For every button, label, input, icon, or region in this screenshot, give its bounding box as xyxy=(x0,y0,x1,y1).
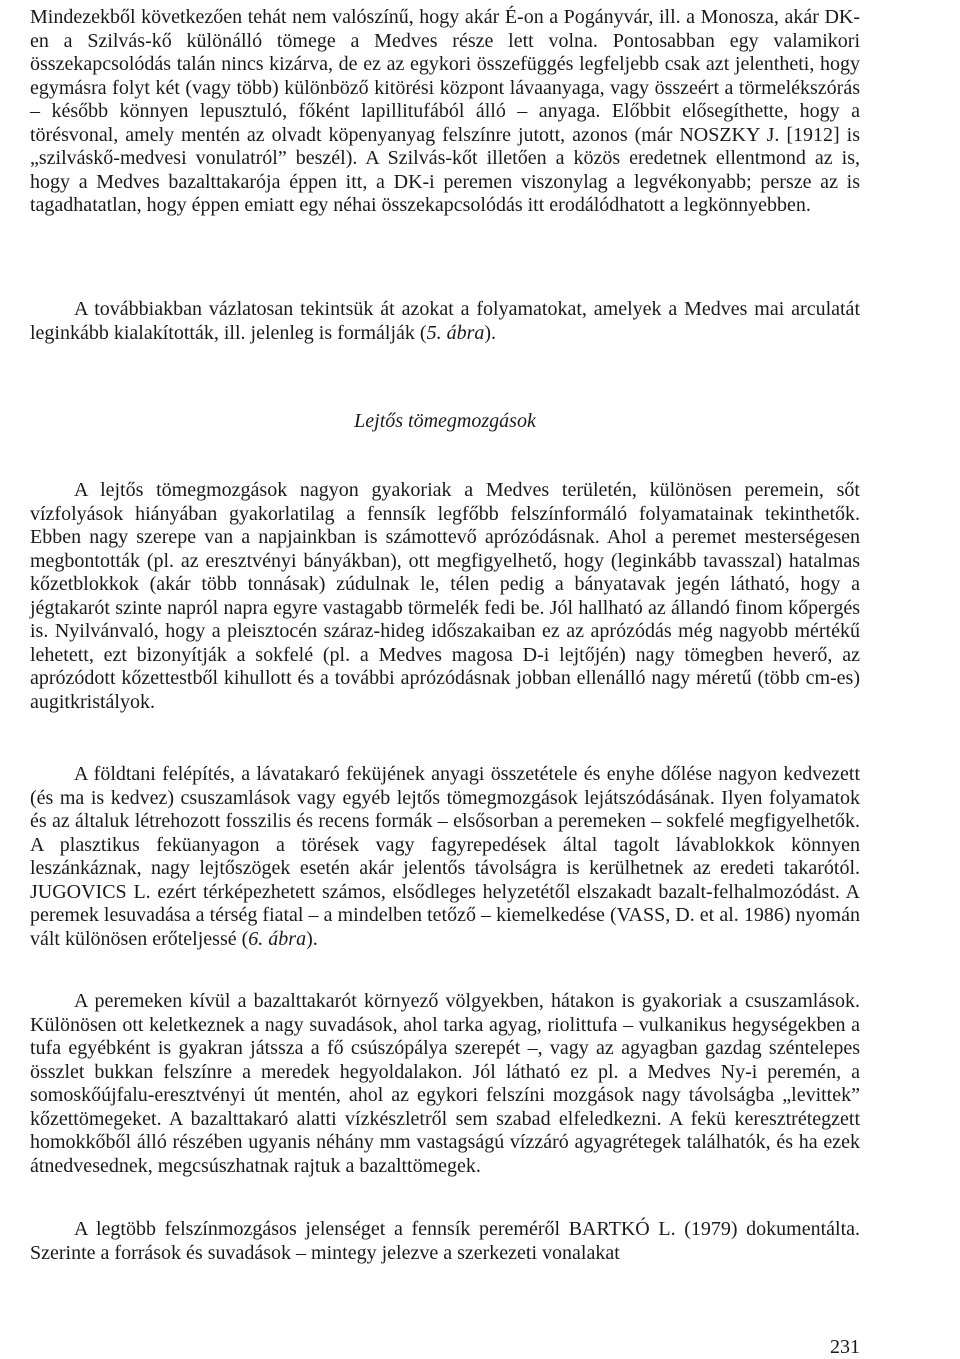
paragraph-geology-end: ). xyxy=(306,927,318,950)
paragraph-mass-movements: A lejtős tömegmozgások nagyon gyakoriak a Medves területén, különösen peremein, sőt vízfolyások hiányában gyakorlatilag a fennsík legfőbb felszínformáló folyamatainak tekinthetők. Ebben nagy szerepe van a napjainkban is számottevő aprózódásnak. Ahol a peremet mesterségesen megbontották (pl. az eresztvényi bányákban), ott megfigyelhető, hogy (leginkább tavasszal) hatalmas kőzetblokkok (akár több tonnásak) zúdulnak le, télen pedig a bányatavak jegén látható, hogy a jégtakarót szinte napról napra egyre vastagabb törmelék fedi be. Jól hallható az állandó finom kőpergés is. Nyilvánvaló, hogy a pleisztocén száraz-hideg időszakaiban ez az aprózódás még nagyobb mértékű lehetett, ezt bizonyítják a sokfelé (pl. a Medves magosa D-i lejtőjén) nagy tömegben heverő, az aprózódott kőzettestből kihullott és a további aprózódásnak jobban ellenálló nagy méretű (több cm-es) augitkristályok. xyxy=(30,479,860,713)
paragraph-intro: Mindezekből következően tehát nem valószínű, hogy akár É-on a Pogányvár, ill. a Monosza, akár DK-en a Szilvás-kő különálló tömege a Medves része lett volna. Pontosabban egy valamikori összekapcsolódás talán nincs kizárva, de ez az egykori összefüggés legfeljebb csak azt jelentheti, hogy egymásra folyt két (vagy több) különböző kitörési központ lávaanyaga, vagy összeért a törmelékszórás – később könnyen lepusztuló, főként lapillitufából álló – anyaga. Előbbit elősegíthette, hogy a törésvonal, amely mentén az olvadt köpenyanyag felszínre jutott, azonos (már NOSZKY J. [1912] is „szilváskő-medvesi vonulatról” beszél). A Szilvás-kőt illetően a közös eredetnek ellentmond az is, hogy a Medves bazalttakarója éppen itt, a DK-i peremen viszonylag a legvékonyabb; persze az is tagadhatatlan, hogy éppen emiatt egy néhai összekapcsolódás itt erodálódhatott a legkönnyebben. xyxy=(30,6,860,216)
figure-reference: 5. ábra xyxy=(426,321,485,344)
paragraph-overview xyxy=(30,298,860,345)
paragraph-geology xyxy=(30,763,860,951)
section-heading: Lejtős tömegmozgások xyxy=(354,410,536,432)
figure-reference: 6. ábra xyxy=(248,927,307,950)
paragraph-geology-text: A földtani felépítés, a lávatakaró feküjének anyagi összetétele és enyhe dőlése nagyon kedvezett (és ma is kedvez) csuszamlások vagy egyéb lejtős tömegmozgások lejátszódásának. Ilyen folyamatok és az általuk létrehozott fosszilis és recens formák – elsősorban a peremeken – sokfelé megfigyelhetők. A plasztikus feküanyagon a törések vagy fagyrepedések által tagolt lávablokkok könnyen leszánkáznak, nagy lejtőszögek esetén akár jelentős távolságra is kerülhetnek az eredeti takarótól. JUGOVICS L. ezért térképezhetett számos, elsődleges helyzetétől elszakadt bazalt-felhalmozódást. A peremek lesuvadása a térség fiatal – a mindelben tetőző – kiemelkedése (VASS, D. et al. 1986) nyomán vált különösen erőteljessé ( xyxy=(30,763,860,950)
paragraph-landslides: A peremeken kívül a bazalttakarót környező völgyekben, hátakon is gyakoriak a csuszamlások. Különösen ott keletkeznek a nagy suvadások, ahol tarka agyag, riolittufa – vulkanikus hegységekben a tufa egyébként is gyakran játssza a fő csúszópálya szerepét –, vagy az agyagban gazdag széntelepes összlet bukkan felszínre a meredek hegyoldalakon. Jól látható ez pl. a Medves Ny-i peremén, a somoskőújfalu-eresztvényi út mentén, ahol az egykori felszíni mozgások nagy távolságba „levittek” kőzettömegeket. A bazalttakaró alatti vízkészletről sem szabad elfeledkezni. A fekü keresztrétegzett homokkőből álló részében ugyanis néhány mm vastagságú vízzáró agyagrétegek találhatók, és ha ezek átnedvesednek, megcsúszhatnak rajtuk a bazalttömegek. xyxy=(30,990,860,1177)
paragraph-documentation: A legtöbb felszínmozgásos jelenséget a fennsík pereméről BARTKÓ L. (1979) dokumentálta. Szerinte a források és suvadások – mintegy jelezve a szerkezeti vonalakat xyxy=(30,1218,860,1264)
paragraph-overview-text: A továbbiakban vázlatosan tekintsük át azokat a folyamatokat, amelyek a Medves mai arculatát leginkább kialakították, ill. jelenleg is formálják ( xyxy=(30,298,860,344)
paragraph-overview-end: ). xyxy=(484,321,497,344)
page-number: 231 xyxy=(830,1336,860,1358)
